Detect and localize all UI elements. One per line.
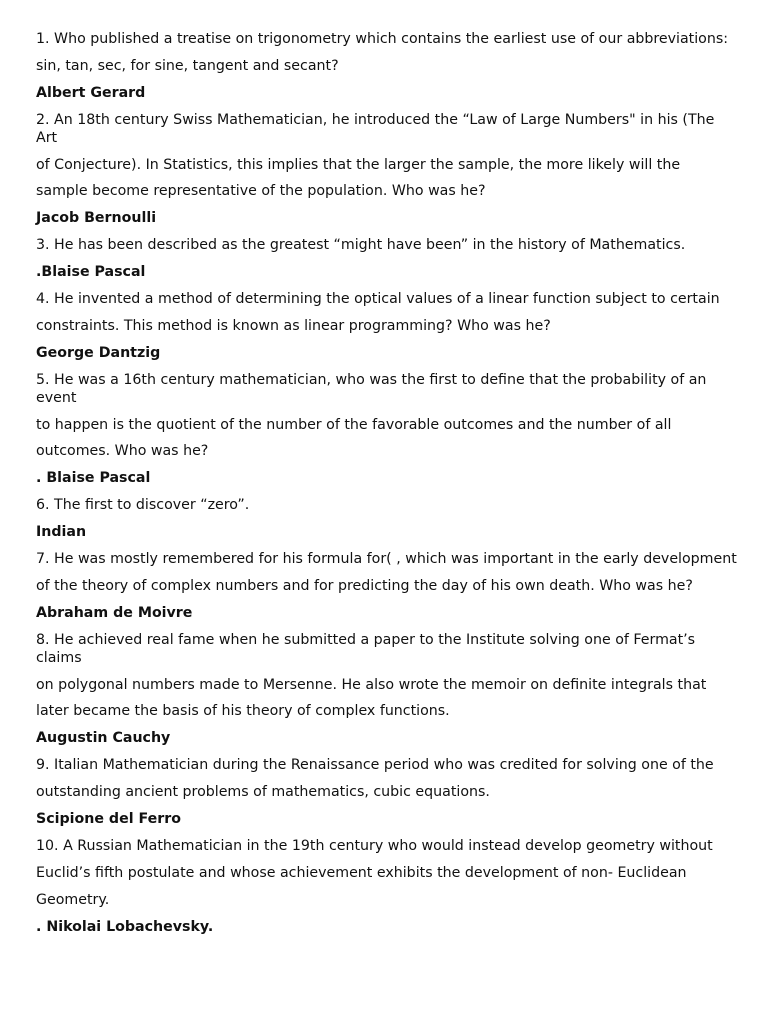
question-line-8c: later became the basis of his theory of complex functions. (36, 703, 450, 720)
question-line-2c: sample become representative of the population. Who was he? (36, 183, 486, 200)
question-line-3: 3. He has been described as the greatest “might have been” in the history of Mathematics. (36, 237, 686, 254)
question-line-8: 8. He achieved real fame when he submitted a paper to the Institute solving one of Fermat’s claims (36, 631, 696, 666)
answer-3: .Blaise Pascal (36, 264, 146, 281)
question-line-4: 4. He invented a method of determining the optical values of a linear function subject to certain (36, 291, 720, 308)
question-line-5b: to happen is the quotient of the number of the favorable outcomes and the number of all (36, 416, 672, 433)
question-line-5c: outcomes. Who was he? (36, 443, 209, 460)
answer-10: . Nikolai Lobachevsky. (36, 918, 214, 935)
question-line-7: 7. He was mostly remembered for his formula for( , which was important in the early development (36, 551, 737, 568)
answer-9: Scipione del Ferro (36, 811, 181, 828)
answer-2: Jacob Bernoulli (36, 210, 157, 227)
question-line-5: 5. He was a 16th century mathematician, who was the first to define that the probability of an event (36, 371, 707, 406)
answer-4: George Dantzig (36, 344, 161, 361)
question-line-9: 9. Italian Mathematician during the Renaissance period who was credited for solving one of the (36, 757, 714, 774)
question-line-8b: on polygonal numbers made to Mersenne. He also wrote the memoir on definite integrals that (36, 676, 707, 693)
answer-5: . Blaise Pascal (36, 470, 151, 487)
question-line-7b: of the theory of complex numbers and for predicting the day of his own death. Who was he? (36, 577, 693, 594)
question-line-1b: sin, tan, sec, for sine, tangent and secant? (36, 57, 339, 74)
answer-7: Abraham de Moivre (36, 604, 193, 621)
question-line-1: 1. Who published a treatise on trigonometry which contains the earliest use of our abbreviations: (36, 31, 729, 47)
question-line-2: 2. An 18th century Swiss Mathematician, he introduced the “Law of Large Numbers" in his (The Art (36, 111, 715, 146)
question-line-9b: outstanding ancient problems of mathematics, cubic equations. (36, 784, 490, 801)
question-line-4b: constraints. This method is known as linear programming? Who was he? (36, 317, 551, 334)
question-line-2b: of Conjecture). In Statistics, this implies that the larger the sample, the more likely will the (36, 156, 681, 173)
question-line-10c: Geometry. (36, 891, 110, 908)
question-line-10: 10. A Russian Mathematician in the 19th century who would instead develop geometry without (36, 837, 713, 854)
question-line-6: 6. The first to discover “zero”. (36, 497, 250, 514)
question-line-10b: Euclid’s fifth postulate and whose achievement exhibits the development of non- Euclidean (36, 864, 687, 881)
answer-6: Indian (36, 524, 87, 541)
answer-1: Albert Gerard (36, 84, 146, 101)
answer-8: Augustin Cauchy (36, 730, 171, 747)
